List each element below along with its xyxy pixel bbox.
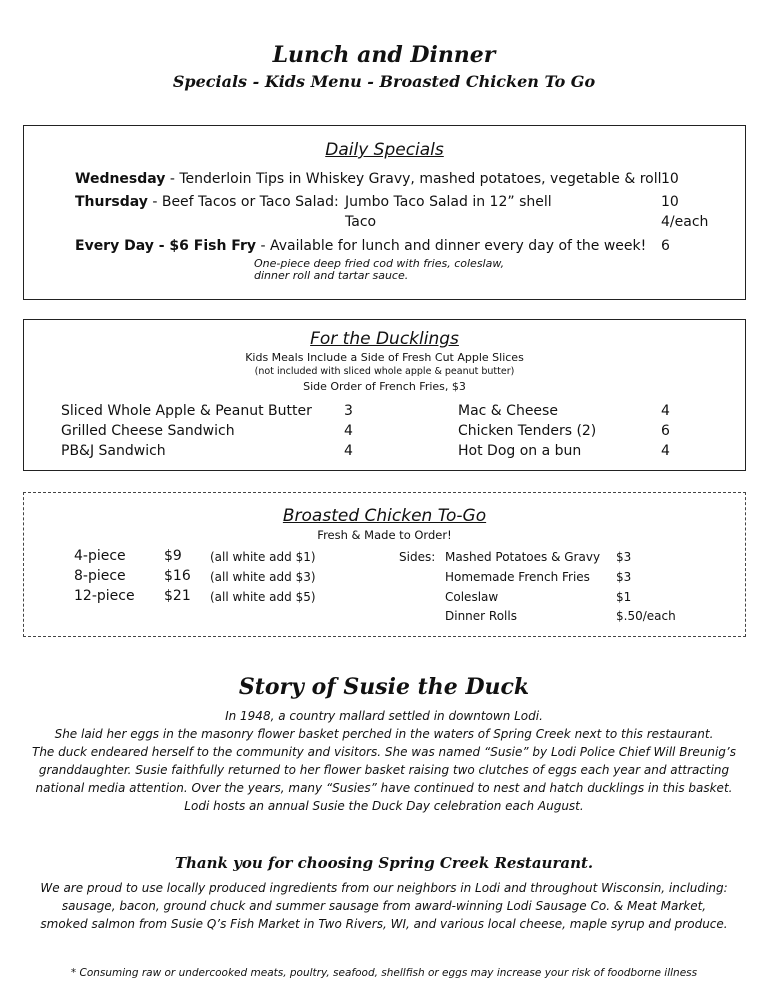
side-name: Mashed Potatoes & Gravy <box>445 550 601 564</box>
story-line: national media attention. Over the years, many “Susies” have continued to nest and hatch ducklings in this basket. <box>35 781 733 795</box>
thursday-option-taco: Taco <box>345 214 377 230</box>
kids-item-name: PB&J Sandwich <box>61 443 166 459</box>
side-name: Homemade French Fries <box>445 570 590 584</box>
fish-fry-note: One-piece deep fried cod with fries, coleslaw, <box>254 257 505 270</box>
thanks-title: Thank you for choosing Spring Creek Restaurant. <box>174 854 594 872</box>
special-wednesday <box>75 171 662 187</box>
kids-item-price: 4 <box>344 443 353 459</box>
side-price: $3 <box>616 570 632 584</box>
chicken-piece-price: $21 <box>164 588 191 604</box>
page-title: Lunch and Dinner <box>272 42 496 68</box>
kids-menu-title: For the Ducklings <box>310 329 459 349</box>
kids-item-price: 6 <box>661 423 670 439</box>
sides-label: Sides: <box>399 550 436 564</box>
page-subtitle: Specials - Kids Menu - Broasted Chicken To Go <box>172 72 596 91</box>
thanks-line: sausage, bacon, ground chuck and summer sausage from award-winning Lodi Sausage Co. & Meat Market, <box>61 899 707 913</box>
story-line: Lodi hosts an annual Susie the Duck Day celebration each August. <box>184 799 584 813</box>
story-line: In 1948, a country mallard settled in downtown Lodi. <box>225 709 543 723</box>
kids-item-name: Chicken Tenders (2) <box>458 423 597 439</box>
kids-item-price: 4 <box>344 423 353 439</box>
kids-item-price: 3 <box>344 403 353 419</box>
story-text <box>0 707 768 815</box>
kids-item-name: Mac & Cheese <box>458 403 558 419</box>
special-price: 4/each <box>661 214 709 230</box>
thursday-option-salad: Jumbo Taco Salad in 12” shell <box>345 194 552 210</box>
special-price: 6 <box>661 238 670 254</box>
kids-menu-box <box>23 319 746 471</box>
kids-item-name: Hot Dog on a bun <box>458 443 582 459</box>
story-line: granddaughter. Susie faithfully returned to her flower basket raising two clutches of eggs each year and attracting <box>38 763 730 777</box>
chicken-piece-note: (all white add $1) <box>210 550 316 564</box>
chicken-piece-name: 12-piece <box>74 588 135 604</box>
story-title: Story of Susie the Duck <box>238 674 530 700</box>
chicken-piece-note: (all white add $5) <box>210 590 316 604</box>
chicken-piece-note: (all white add $3) <box>210 570 316 584</box>
special-price: 10 <box>661 194 679 210</box>
side-name: Dinner Rolls <box>445 609 517 623</box>
kids-note: Side Order of French Fries, $3 <box>303 380 466 393</box>
fish-fry-note: dinner roll and tartar sauce. <box>254 269 409 282</box>
special-price: 10 <box>661 171 679 187</box>
daily-specials-box <box>23 125 746 300</box>
foodborne-disclaimer: * Consuming raw or undercooked meats, poultry, seafood, shellfish or eggs may increase your risk of foodborne illness <box>70 967 698 979</box>
chicken-piece-name: 8-piece <box>74 568 126 584</box>
chicken-to-go-box <box>23 492 746 637</box>
chicken-title: Broasted Chicken To-Go <box>282 506 487 526</box>
special-everyday <box>75 238 646 254</box>
kids-note: (not included with sliced whole apple & peanut butter) <box>254 366 515 377</box>
chicken-piece-name: 4-piece <box>74 548 126 564</box>
side-price: $3 <box>616 550 632 564</box>
thanks-line: smoked salmon from Susie Q’s Fish Market in Two Rivers, WI, and various local cheese, maple syrup and produce. <box>40 917 728 931</box>
daily-specials-title: Daily Specials <box>325 140 444 160</box>
side-name: Coleslaw <box>445 590 499 604</box>
story-line: She laid her eggs in the masonry flower basket perched in the waters of Spring Creek next to this restaurant. <box>54 727 714 741</box>
side-price: $.50/each <box>616 609 676 623</box>
chicken-piece-price: $9 <box>164 548 182 564</box>
thanks-line: We are proud to use locally produced ingredients from our neighbors in Lodi and throughout Wisconsin, including: <box>40 881 728 895</box>
chicken-piece-price: $16 <box>164 568 191 584</box>
kids-item-price: 4 <box>661 443 670 459</box>
thanks-text <box>0 879 768 933</box>
kids-item-price: 4 <box>661 403 670 419</box>
story-line: The duck endeared herself to the community and visitors. She was named “Susie” by Lodi Police Chief Will Breunig’s <box>32 745 736 759</box>
special-day: Thursday <box>75 194 148 210</box>
special-desc: - Available for lunch and dinner every day of the week! <box>256 238 647 254</box>
side-price: $1 <box>616 590 632 604</box>
kids-item-name: Sliced Whole Apple & Peanut Butter <box>61 403 312 419</box>
special-thursday <box>75 194 339 210</box>
kids-item-name: Grilled Cheese Sandwich <box>61 423 235 439</box>
kids-note: Kids Meals Include a Side of Fresh Cut Apple Slices <box>245 351 524 364</box>
special-day: Wednesday <box>75 171 166 187</box>
special-desc: - Beef Tacos or Taco Salad: <box>147 194 339 210</box>
special-desc: - Tenderloin Tips in Whiskey Gravy, mashed potatoes, vegetable & roll <box>165 171 662 187</box>
special-day: Every Day - $6 Fish Fry <box>75 238 257 254</box>
chicken-subtitle: Fresh & Made to Order! <box>317 528 452 542</box>
